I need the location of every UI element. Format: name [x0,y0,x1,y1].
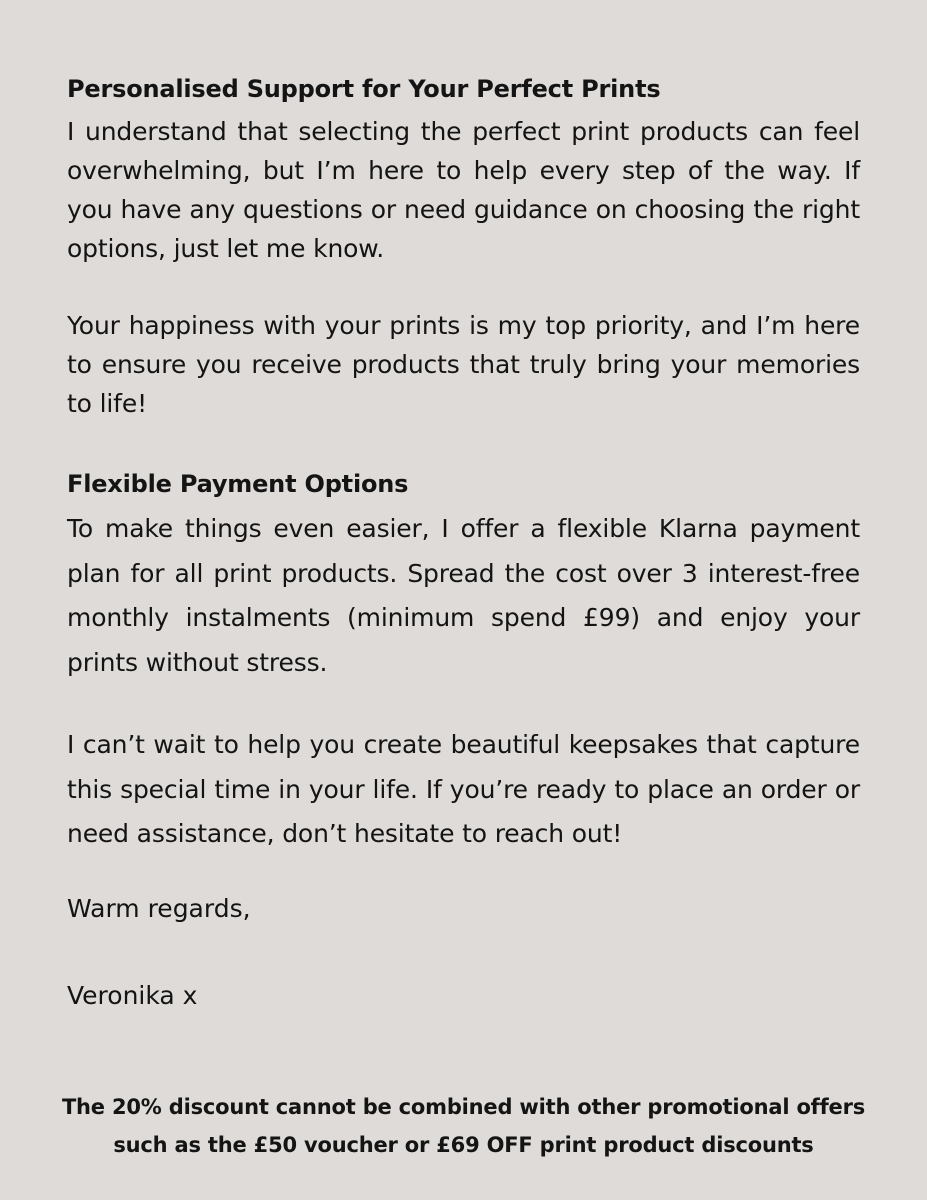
support-heading: Personalised Support for Your Perfect Prints [67,75,661,103]
discount-disclaimer [40,1088,887,1164]
signature-name: Veronika x [67,980,198,1010]
payment-paragraph-1: To make things even easier, I offer a flexible Klarna payment plan for all print products. Spread the cost over 3 interest-free monthly instalments (minimum spend £99) and enjoy your prints without stress. [67,514,860,677]
disclaimer-line-2: such as the £50 voucher or £69 OFF print product discounts [113,1133,814,1157]
closing-text: Warm regards, [67,893,251,923]
support-paragraph-2: Your happiness with your prints is my top priority, and I’m here to ensure you receive products that truly bring your memories to life! [67,311,860,418]
payment-paragraph-2: I can’t wait to help you create beautiful keepsakes that capture this special time in your life. If you’re ready to place an order or need assistance, don’t hesitate to reach out! [67,730,860,848]
letter-body [67,72,860,1015]
payment-heading: Flexible Payment Options [67,470,409,498]
disclaimer-line-1: The 20% discount cannot be combined with other promotional offers [61,1095,866,1119]
support-paragraph-1: I understand that selecting the perfect print products can feel overwhelming, but I’m here to help every step of the way. If you have any questions or need guidance on choosing the right options, just let me know. [67,117,860,263]
